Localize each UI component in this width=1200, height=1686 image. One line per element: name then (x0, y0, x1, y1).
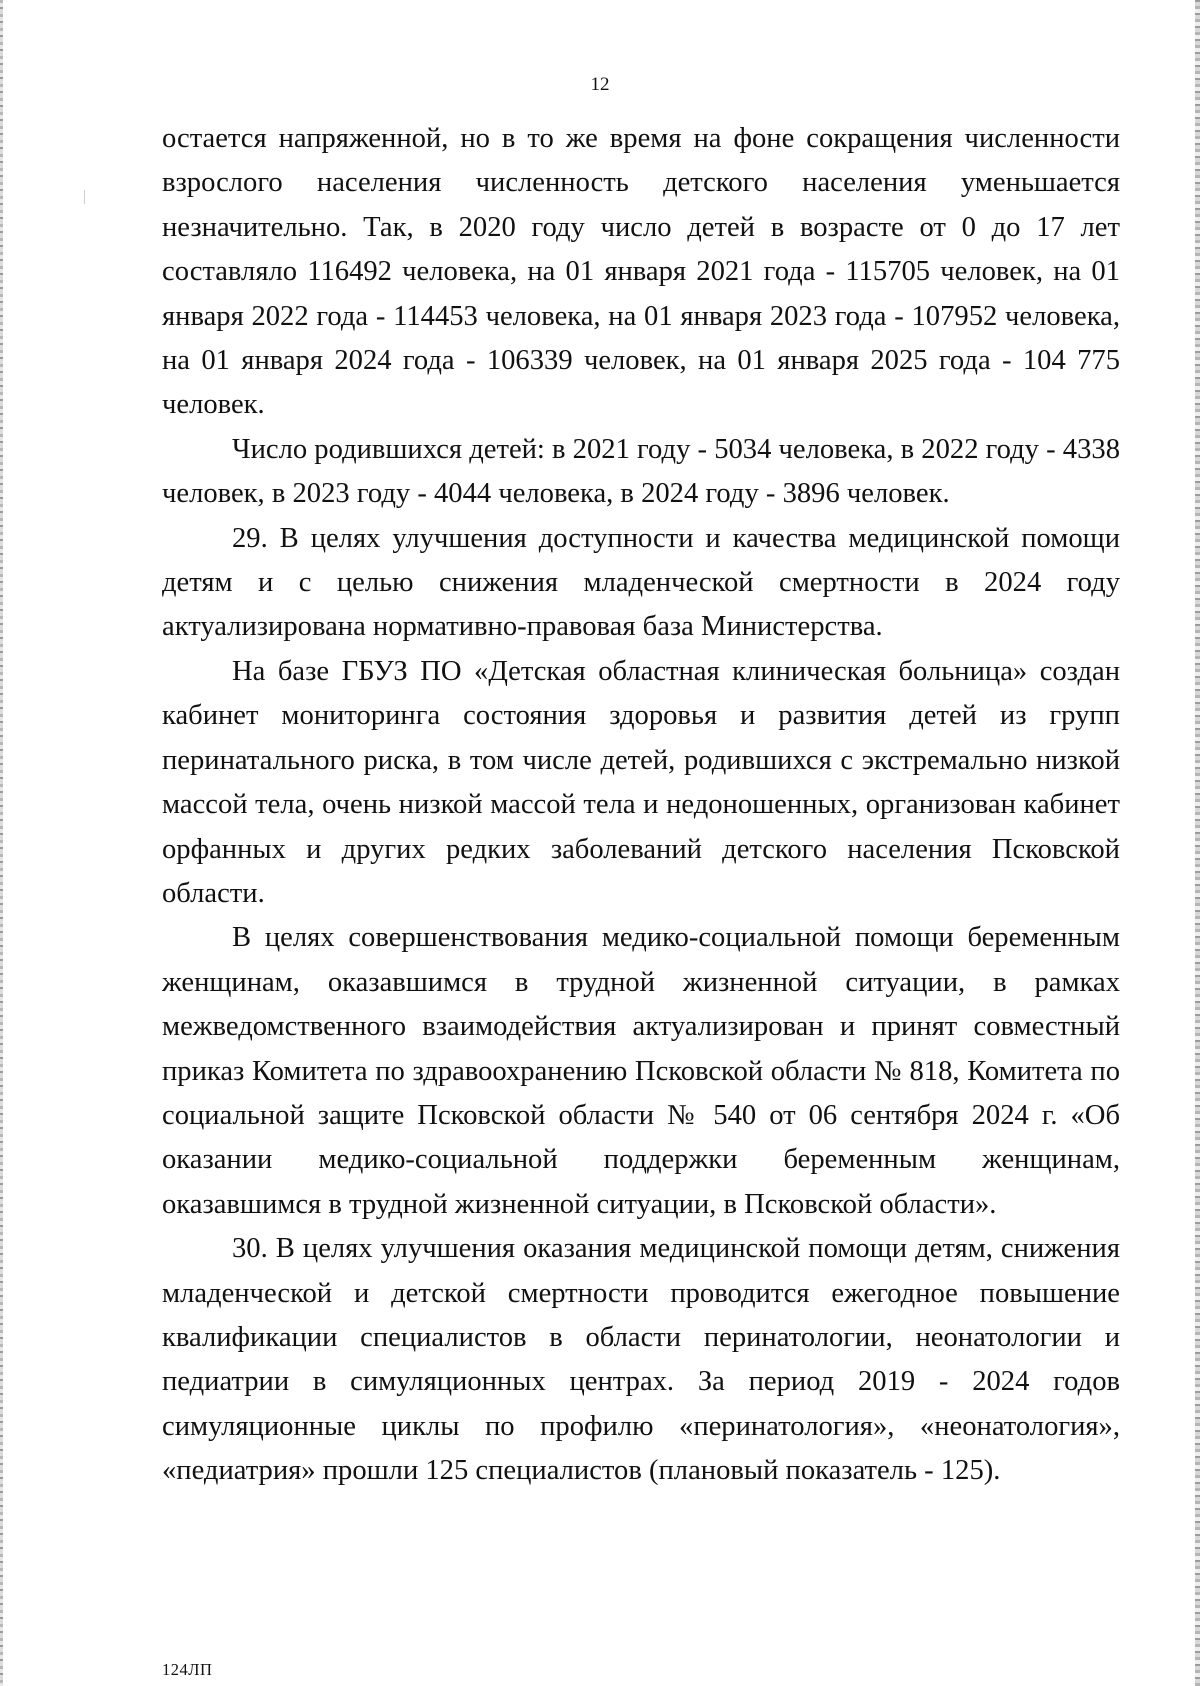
paragraph: 30. В целях улучшения оказания медицинской помощи детям, снижения младенческой и детской смертности проводится ежегодное повышение квалификации специалистов в области перинатологии, неонатологии и педиатрии в симуляционных центрах. За период 2019 - 2024 годов симуляционные циклы по профилю «перинатология», «неонатология», «педиатрия» прошли 125 специалистов (плановый показатель - 125). (162, 1233, 1120, 1487)
paragraph: На базе ГБУЗ ПО «Детская областная клиническая больница» создан кабинет мониторинга состояния здоровья и развития детей из групп перинатального риска, в том числе детей, родившихся с экстремально низкой массой тела, очень низкой массой тела и недоношенных, организован кабинет орфанных и других редких заболеваний детского населения Псковской области. (162, 655, 1120, 909)
scan-edge-right (1195, 0, 1200, 1686)
document-body (162, 117, 1120, 1494)
footer-code: 124ЛП (162, 1660, 213, 1679)
paragraph: остается напряженной, но в то же время на фоне сокращения численности взрослого населения численность детского населения уменьшается незначительно. Так, в 2020 году число детей в возрасте от 0 до 17 лет составляло 116492 человека, на 01 января 2021 года - 115705 человек, на 01 января 2022 года - 114453 человека, на 01 января 2023 года - 107952 человека, на 01 января 2024 года - 106339 человек, на 01 января 2025 года - 104 775 человек. (162, 123, 1120, 421)
paragraph: В целях совершенствования медико-социальной помощи беременным женщинам, оказавшимся в трудной жизненной ситуации, в рамках межведомственного взаимодействия актуализирован и принят совместный приказ Комитета по здравоохранению Псковской области № 818, Комитета по социальной защите Псковской области № 540 от 06 сентября 2024 г. «Об оказании медико-социальной поддержки беременным женщинам, оказавшимся в трудной жизненной ситуации, в Псковской области». (162, 922, 1120, 1220)
paragraph: Число родившихся детей: в 2021 году - 5034 человека, в 2022 году - 4338 человек, в 2023 году - 4044 человека, в 2024 году - 3896 человек. (162, 433, 1120, 510)
margin-mark (84, 190, 85, 204)
scan-edge-left (0, 0, 3, 1686)
paragraph: 29. В целях улучшения доступности и качества медицинской помощи детям и с целью снижения младенческой смертности в 2024 году актуализирована нормативно-правовая база Министерства. (162, 522, 1120, 643)
page-number: 12 (590, 74, 610, 95)
